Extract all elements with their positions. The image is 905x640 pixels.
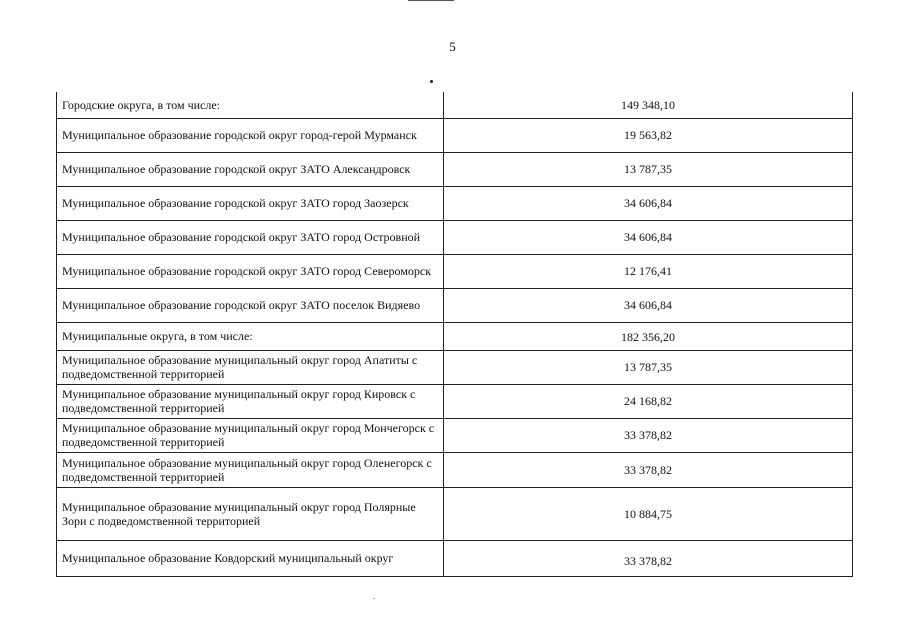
row-name-cell: Муниципальное образование городской округ ЗАТО Александровск — [57, 152, 444, 186]
row-name-cell: Муниципальное образование муниципальный округ город Кировск с подведомственной территорией — [57, 384, 444, 418]
row-name-cell: Муниципальное образование городской округ ЗАТО город Североморск — [57, 254, 444, 288]
row-value-cell: 182 356,20 — [444, 322, 853, 350]
dot-mark — [430, 80, 433, 83]
row-value-cell: 10 884,75 — [444, 487, 853, 540]
row-value-cell: 33 378,82 — [444, 540, 853, 576]
row-name-cell: Муниципальное образование городской округ ЗАТО город Островной — [57, 220, 444, 254]
row-name-cell: Муниципальное образование муниципальный округ город Оленегорск с подведомственной территорией — [57, 452, 444, 487]
table-row — [57, 452, 853, 487]
row-name-cell: Муниципальное образование муниципальный округ город Апатиты с подведомственной территорией — [57, 350, 444, 384]
allocation-table — [56, 92, 853, 577]
row-value-cell: 12 176,41 — [444, 254, 853, 288]
row-value-cell: 34 606,84 — [444, 220, 853, 254]
row-name-cell: Городские округа, в том числе: — [57, 92, 444, 118]
table-row — [57, 288, 853, 322]
row-value-cell: 33 378,82 — [444, 452, 853, 487]
top-rule — [408, 0, 454, 1]
row-value-cell: 34 606,84 — [444, 186, 853, 220]
table-row — [57, 418, 853, 452]
row-name-cell: Муниципальное образование городской округ город-герой Мурманск — [57, 118, 444, 152]
table-row — [57, 322, 853, 350]
row-value-cell: 13 787,35 — [444, 350, 853, 384]
table-row — [57, 384, 853, 418]
table-row — [57, 350, 853, 384]
row-name-cell: Муниципальное образование городской округ ЗАТО поселок Видяево — [57, 288, 444, 322]
table-row — [57, 152, 853, 186]
page-number: 5 — [449, 39, 456, 54]
table-row — [57, 92, 853, 118]
row-value-cell: 149 348,10 — [444, 92, 853, 118]
table-row — [57, 118, 853, 152]
row-value-cell: 19 563,82 — [444, 118, 853, 152]
row-name-cell: Муниципальное образование муниципальный округ город Мончегорск с подведомственной территорией — [57, 418, 444, 452]
table-row — [57, 186, 853, 220]
row-name-cell: Муниципальное образование Ковдорский муниципальный округ — [57, 540, 444, 576]
row-name-cell: Муниципальное образование муниципальный округ город Полярные Зори с подведомственной территорией — [57, 487, 444, 540]
row-value-cell: 33 378,82 — [444, 418, 853, 452]
table-row — [57, 540, 853, 576]
row-name-cell: Муниципальное образование городской округ ЗАТО город Заозерск — [57, 186, 444, 220]
table-row — [57, 254, 853, 288]
row-value-cell: 34 606,84 — [444, 288, 853, 322]
row-value-cell: 13 787,35 — [444, 152, 853, 186]
scan-speck — [373, 598, 375, 599]
table-row — [57, 487, 853, 540]
row-name-cell: Муниципальные округа, в том числе: — [57, 322, 444, 350]
table-row — [57, 220, 853, 254]
row-value-cell: 24 168,82 — [444, 384, 853, 418]
